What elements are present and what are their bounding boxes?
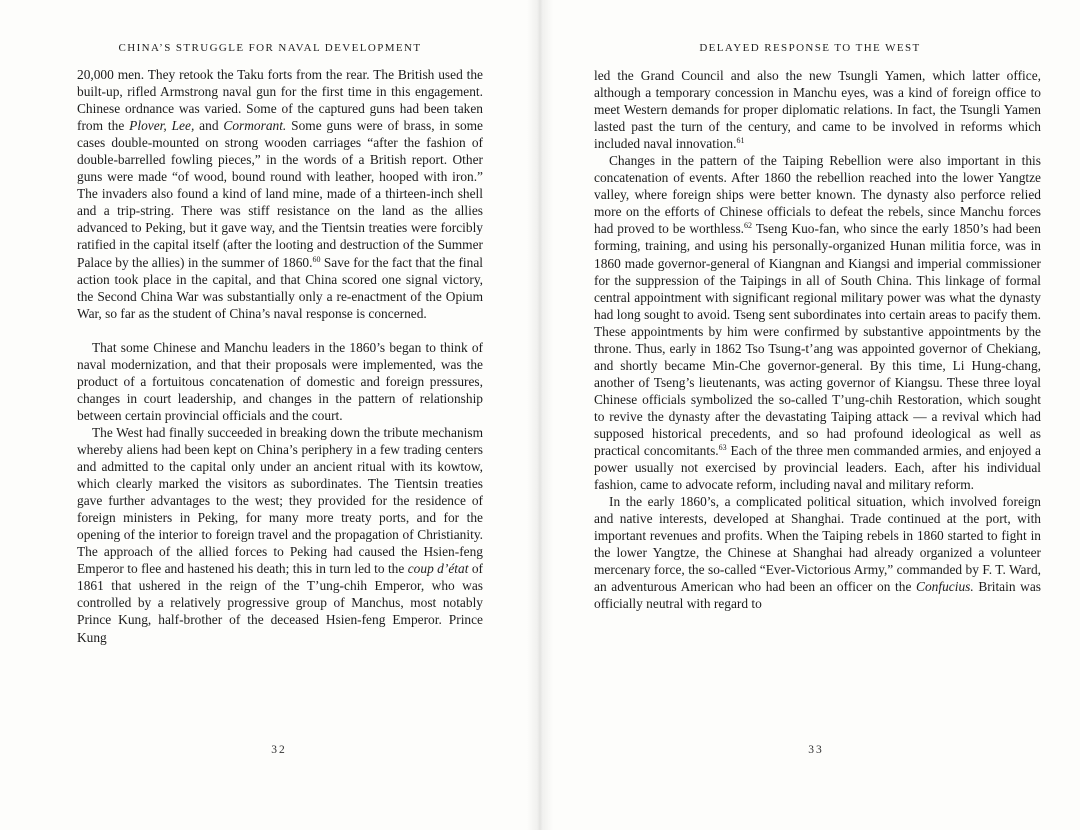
text-run: Each of the three men commanded armies, and enjoyed a power usually not exercised by provincial leaders. Each, after his individual fashion, came to advocate reform, including naval and military reform.: [594, 443, 1042, 493]
footnote-ref: 60: [312, 254, 321, 264]
body-text: [77, 66, 483, 646]
text-run: In the early 1860’s, a complicated political situation, which involved foreign and native interests, developed at Shanghai. Trade continued at the port, with important revenues and profits. When the Taiping rebels in 1860 started to fight in the lower Yangtze, the Chinese at Shanghai had already organized a volunteer mercenary force, the so-called “Ever-Victorious Army,” commanded by F. T. Ward, an adventurous American who had been an officer on the: [594, 494, 1041, 595]
running-head: DELAYED RESPONSE TO THE WEST: [699, 42, 921, 54]
paragraph: [594, 152, 1041, 493]
text-run: 20,000 men. They retook the Taku forts from the rear. The British used the built-up, rifled Armstrong naval gun for the first time in this engagement. Chinese ordnance was varied. Some of the captured guns had been taken from the: [77, 67, 483, 134]
footnote-ref: 61: [736, 136, 745, 146]
text-run: and: [194, 118, 224, 134]
text-run: That some Chinese and Manchu leaders in the 1860’s began to think of naval modernization, and that their proposals were implemented, was the product of a fortuitous concatenation of domestic and foreign pressures, changes in court leadership, and changes in the pattern of relationship between certain provincial officials and the court.: [77, 339, 483, 423]
paragraph: [594, 67, 1041, 152]
right-page: [540, 0, 1080, 830]
italic-text: Plover, Lee,: [129, 118, 195, 134]
footnote-ref: 62: [744, 221, 753, 231]
body-text: [594, 67, 1041, 613]
running-head: CHINA’S STRUGGLE FOR NAVAL DEVELOPMENT: [118, 42, 422, 54]
text-run: Tseng Kuo-fan, who since the early 1850’s had been forming, training, and using his personally-organized Hunan militia force, was in 1860 made governor-general of Kiangnan and Kiangsi and imperial commissioner for the suppression of the Taipings in all of South China. This linkage of formal central appointment with significant regional military power was what the dynasty had long sought to avoid. Tseng sent subordinates into certain areas to pacify them. These appointments by him were confirmed by substantive appointments by the throne. Thus, early in 1862 Tso Tsung-t’ang was appointed governor of Chekiang, and shortly became Min-Che governor-general. By this time, Li Hung-chang, another of Tseng’s lieutenants, was acting governor of Kiangsu. These three loyal Chinese officials symbolized the so-called T’ung-chih Restoration, which sought to revive the dynasty after the devastating Taiping attack — a revival which had supposed historical precedents, and so had profound ideological as well as practical concomitants.: [594, 221, 1041, 459]
footnote-ref: 63: [718, 443, 727, 453]
paragraph: [77, 66, 483, 322]
text-run: Some guns were of brass, in some cases double-mounted on strong wooden carriages “after the fashion of double-barrelled fowling pieces,” in the words of a British report. Other guns were made “of wood, bound round with leather, hooped with iron.” The invaders also found a kind of land mine, made of a thirteen-inch shell and a trip-string. There was stiff resistance on the land as the allies advanced to Peking, but it gave way, and the Tientsin treaties were forcibly ratified in the capital itself (after the looting and destruction of the Summer Palace by the allies) in the summer of 1860.: [77, 118, 483, 270]
page-number: 33: [808, 744, 824, 756]
italic-text: Confucius.: [916, 579, 974, 595]
italic-text: coup d’état: [407, 561, 469, 577]
paragraph: [77, 424, 483, 646]
text-run: led the Grand Council and also the new Tsungli Yamen, which latter office, although a temporary concession in Manchu eyes, was a kind of foreign office to meet Western demands for proper diplomatic relations. In fact, the Tsungli Yamen lasted past the turn of the century, and came to be involved in reforms which included naval innovation.: [594, 68, 1041, 152]
page-number: 32: [271, 744, 287, 756]
text-run: Britain was officially neutral with regard to: [594, 579, 1041, 612]
paragraph: [594, 493, 1041, 612]
text-run: Save for the fact that the final action took place in the capital, and that China scored one signal victory, the Second China War was substantially only a re-enactment of the Opium War, so far as the student of China’s naval response is concerned.: [77, 254, 484, 321]
text-run: Changes in the pattern of the Taiping Rebellion were also important in this concatenation of events. After 1860 the rebellion reached into the lower Yangtze valley, where foreign ships were better known. The dynasty also perforce relied more on the efforts of Chinese officials to defeat the rebels, since Manchu forces had proved to be worthless.: [594, 153, 1041, 237]
text-run: The West had finally succeeded in breaking down the tribute mechanism whereby aliens had been kept on China’s periphery in a few trading centers and admitted to the capital only under an ancient ritual with its kowtow, which clearly marked the visitors as subordinates. The Tientsin treaties gave further advantages to the west; they provided for the residence of foreign ministers in Peking, for many more treaty ports, and for the opening of the interior to foreign travel and the propagation of Christianity. The approach of the allied forces to Peking had caused the Hsien-feng Emperor to flee and hastened his death; this in turn led to the: [77, 424, 483, 577]
text-run: of 1861 that ushered in the reign of the T’ung-chih Emperor, who was controlled by a relatively progressive group of Manchus, most notably Prince Kung, half-brother of the deceased Hsien-feng Emperor. Prince Kung: [77, 561, 483, 645]
italic-text: Cormorant.: [223, 118, 287, 134]
paragraph: [77, 339, 483, 424]
